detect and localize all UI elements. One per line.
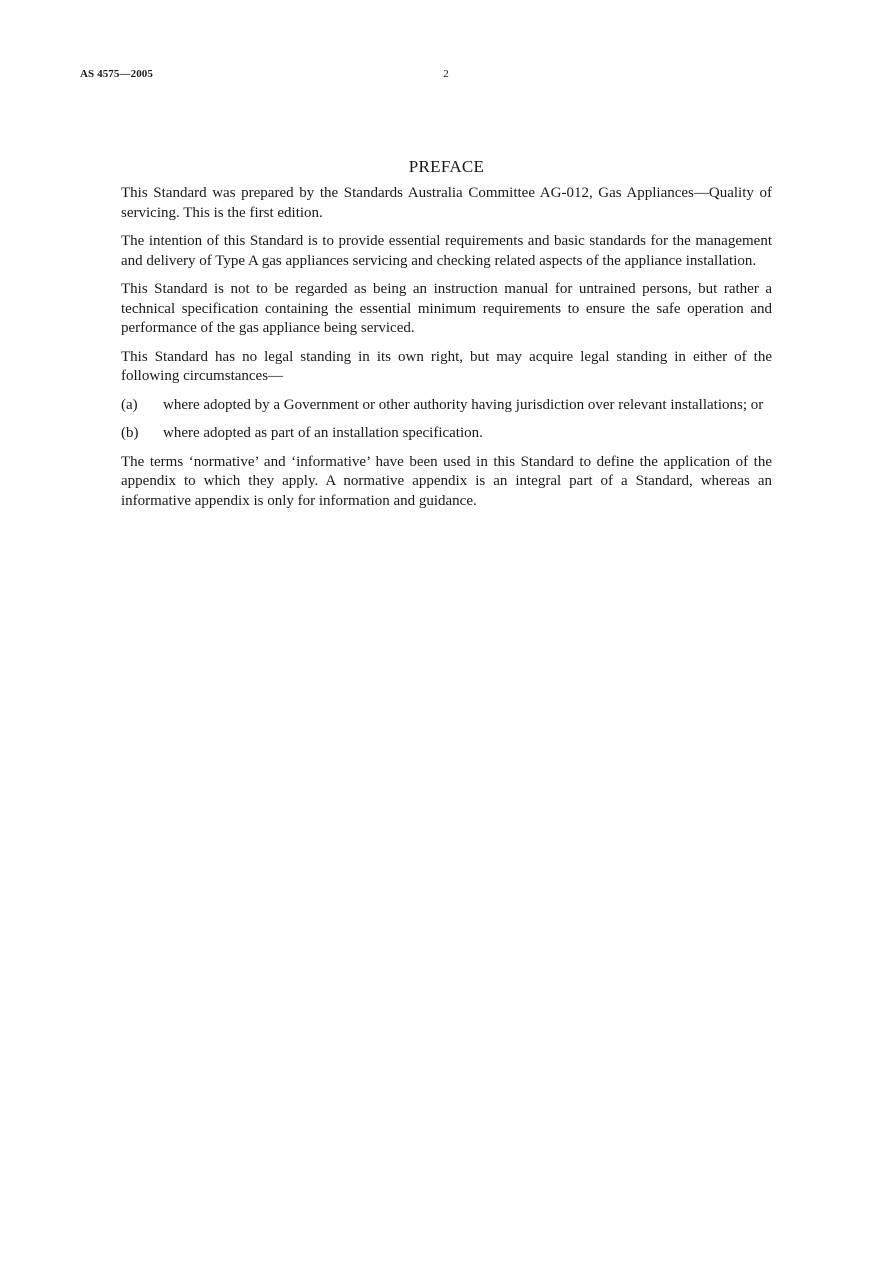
list-item-text: where adopted as part of an installation specification. bbox=[163, 425, 483, 441]
list-item-a bbox=[121, 396, 772, 416]
list-item-text: where adopted by a Government or other authority having jurisdiction over relevant installations; or bbox=[163, 396, 764, 413]
preface-closing-paragraph: The terms ‘normative’ and ‘informative’ have been used in this Standard to define the application of the appendix to which they apply. A normative appendix is an integral part of a Standard, whereas an informative appendix is only for information and guidance. bbox=[121, 453, 772, 509]
preface-title: PREFACE bbox=[408, 157, 485, 176]
document-code: AS 4575—2005 bbox=[80, 68, 154, 80]
list-item-b bbox=[121, 424, 772, 444]
preface-paragraph-2: The intention of this Standard is to provide essential requirements and basic standards for the management and delivery of Type A gas appliances servicing and checking related aspects of the appliance installation. bbox=[121, 233, 772, 269]
preface-section bbox=[121, 156, 772, 520]
preface-paragraph-4: This Standard has no legal standing in its own right, but may acquire legal standing in either of the following circumstances— bbox=[121, 348, 772, 384]
preface-paragraph-3: This Standard is not to be regarded as being an instruction manual for untrained persons, but rather a technical specification containing the essential minimum requirements to ensure the safe operation and performance of the gas appliance being serviced. bbox=[121, 281, 772, 336]
page-number: 2 bbox=[443, 68, 449, 80]
preface-paragraph-1: This Standard was prepared by the Standards Australia Committee AG-012, Gas Appliances—Quality of servicing. This is the first edition. bbox=[121, 185, 772, 221]
list-item-label: (b) bbox=[121, 425, 139, 441]
list-item-label: (a) bbox=[121, 396, 138, 413]
